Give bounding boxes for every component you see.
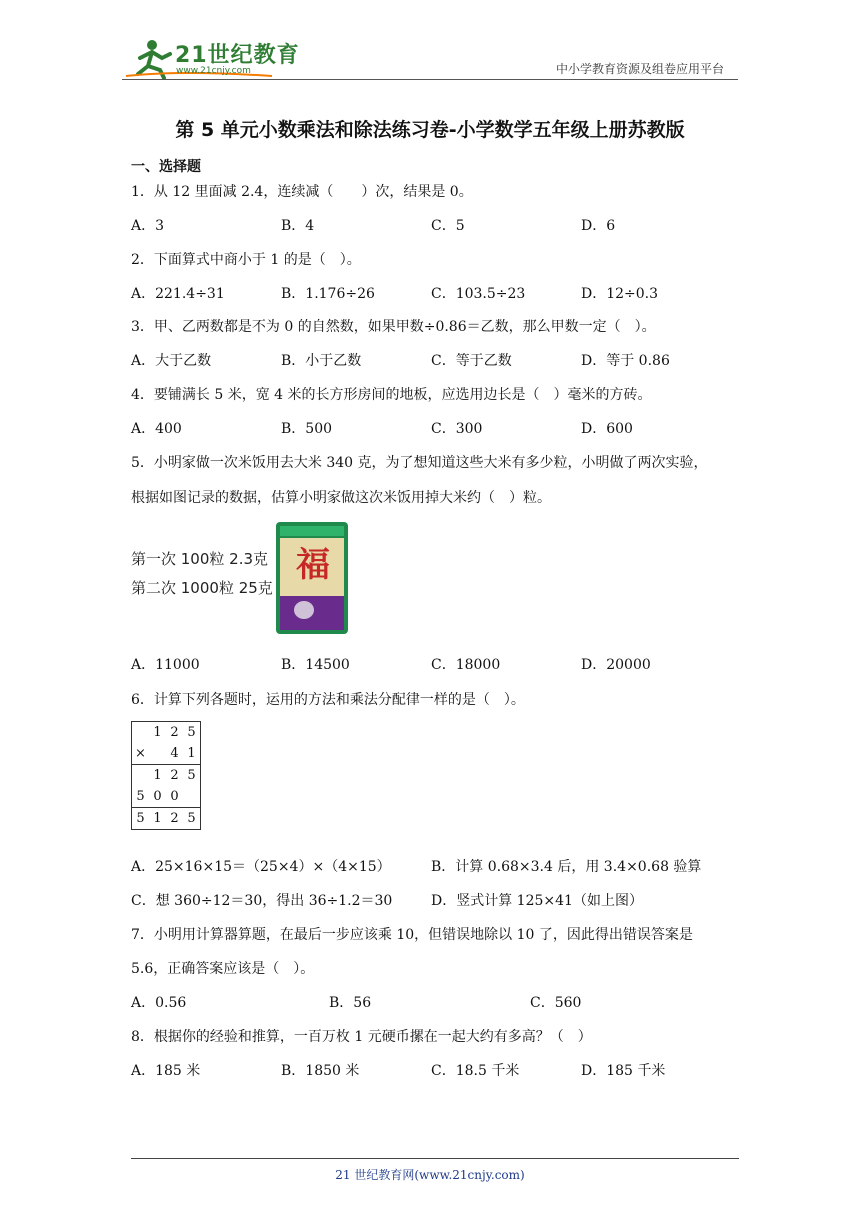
question-5-line-2: 根据如图记录的数据，估算小明家做这次米饭用掉大米约（ ）粒。 xyxy=(131,490,551,506)
q1-option-a: A．3 xyxy=(131,218,165,234)
q5-option-d: D．20000 xyxy=(581,657,651,673)
q2-option-c: C．103.5÷23 xyxy=(431,286,526,302)
calc-cell xyxy=(149,743,166,765)
q2-option-b: B．1.176÷26 xyxy=(281,286,375,302)
q6-option-b: B．计算 0.68×3.4 后，用 3.4×0.68 验算 xyxy=(431,859,702,875)
q8-option-d: D．185 千米 xyxy=(581,1063,666,1079)
q2-option-d: D．12÷0.3 xyxy=(581,286,659,302)
q4-option-c: C．300 xyxy=(431,421,483,437)
footer-divider xyxy=(131,1158,739,1159)
calc-cell: 4 xyxy=(170,746,179,761)
calc-cell: 2 xyxy=(166,808,183,830)
calc-cell: 1 xyxy=(183,743,201,765)
q3-option-a: A．大于乙数 xyxy=(131,353,212,369)
calc-cell: 5 xyxy=(183,765,201,787)
calc-cell: 5 xyxy=(132,808,150,830)
calc-cell: 5 xyxy=(183,808,201,830)
q4-option-a: A．400 xyxy=(131,421,182,437)
calc-cell: 5 xyxy=(132,786,150,808)
calc-cell: 2 xyxy=(166,722,183,744)
question-1: 1．从 12 里面减 2.4，连续减（ ）次，结果是 0。 xyxy=(131,184,473,200)
calc-cell xyxy=(183,786,201,808)
rice-bag-image xyxy=(274,520,350,636)
question-2: 2．下面算式中商小于 1 的是（ ）。 xyxy=(131,252,361,268)
q7-option-c: C．560 xyxy=(530,995,582,1011)
calc-cell: 0 xyxy=(170,789,179,804)
header-divider xyxy=(122,79,738,80)
experiment-line-1: 第一次 100粒 2.3克 xyxy=(131,550,269,568)
footer-text: 21 世纪教育网(www.21cnjy.com) xyxy=(335,1168,525,1182)
q6-option-c: C．想 360÷12＝30，得出 36÷1.2＝30 xyxy=(131,893,393,909)
q4-option-b: B．500 xyxy=(281,421,333,437)
rice-experiment-labels xyxy=(131,545,273,603)
question-4: 4．要铺满长 5 米，宽 4 米的长方形房间的地板，应选用边长是（ ）毫米的方砖。 xyxy=(131,387,652,403)
calc-cell xyxy=(132,765,150,787)
q5-option-a: A．11000 xyxy=(131,657,200,673)
q2-option-a: A．221.4÷31 xyxy=(131,286,225,302)
calc-cell: × xyxy=(132,743,150,765)
q3-option-d: D．等于 0.86 xyxy=(581,353,670,369)
q6-option-d: D．竖式计算 125×41（如上图） xyxy=(431,893,643,909)
calc-cell: 5 xyxy=(183,722,201,744)
vertical-multiplication xyxy=(131,721,201,830)
header-platform-text: 中小学教育资源及组卷应用平台 xyxy=(555,62,724,76)
question-7-line-2: 5.6，正确答案应该是（ ）。 xyxy=(131,961,315,977)
q8-option-a: A．185 米 xyxy=(131,1063,201,1079)
q5-option-b: B．14500 xyxy=(281,657,350,673)
q8-option-b: B．1850 米 xyxy=(281,1063,360,1079)
q3-option-c: C．等于乙数 xyxy=(431,353,512,369)
logo-url: www.21cnjy.com xyxy=(176,66,251,76)
calc-cell xyxy=(132,722,150,744)
calc-cell: 1 xyxy=(149,722,166,744)
calc-cell: 0 xyxy=(153,789,162,804)
question-6: 6．计算下列各题时，运用的方法和乘法分配律一样的是（ ）。 xyxy=(131,692,525,708)
experiment-line-2: 第二次 1000粒 25克 xyxy=(131,579,273,597)
q7-option-b: B．56 xyxy=(329,995,372,1011)
q6-option-a: A．25×16×15＝（25×4）×（4×15） xyxy=(131,859,391,875)
logo-text: 21世纪教育 xyxy=(175,43,300,68)
q3-option-b: B．小于乙数 xyxy=(281,353,362,369)
page-title: 第 5 单元小数乘法和除法练习卷-小学数学五年级上册苏教版 xyxy=(175,119,685,141)
question-5: 5．小明家做一次米饭用去大米 340 克，为了想知道这些大米有多少粒，小明做了两次实验， xyxy=(131,455,708,471)
bag-character: 福 xyxy=(296,545,330,585)
question-8: 8．根据你的经验和推算，一百万枚 1 元硬币摞在一起大约有多高？（ ） xyxy=(131,1029,592,1045)
q1-option-b: B．4 xyxy=(281,218,315,234)
calc-cell: 1 xyxy=(149,808,166,830)
question-7: 7．小明用计算器算题，在最后一步应该乘 10，但错误地除以 10 了，因此得出错误答案是 xyxy=(131,927,693,943)
q1-option-c: C．5 xyxy=(431,218,465,234)
calc-cell: 2 xyxy=(166,765,183,787)
q5-option-c: C．18000 xyxy=(431,657,501,673)
section-heading: 一、选择题 xyxy=(131,159,201,175)
calc-cell: 1 xyxy=(149,765,166,787)
q8-option-c: C．18.5 千米 xyxy=(431,1063,520,1079)
q4-option-d: D．600 xyxy=(581,421,633,437)
q7-option-a: A．0.56 xyxy=(131,995,187,1011)
question-3: 3．甲、乙两数都是不为 0 的自然数，如果甲数÷0.86＝乙数，那么甲数一定（ ）。 xyxy=(131,319,656,335)
q1-option-d: D．6 xyxy=(581,218,616,234)
